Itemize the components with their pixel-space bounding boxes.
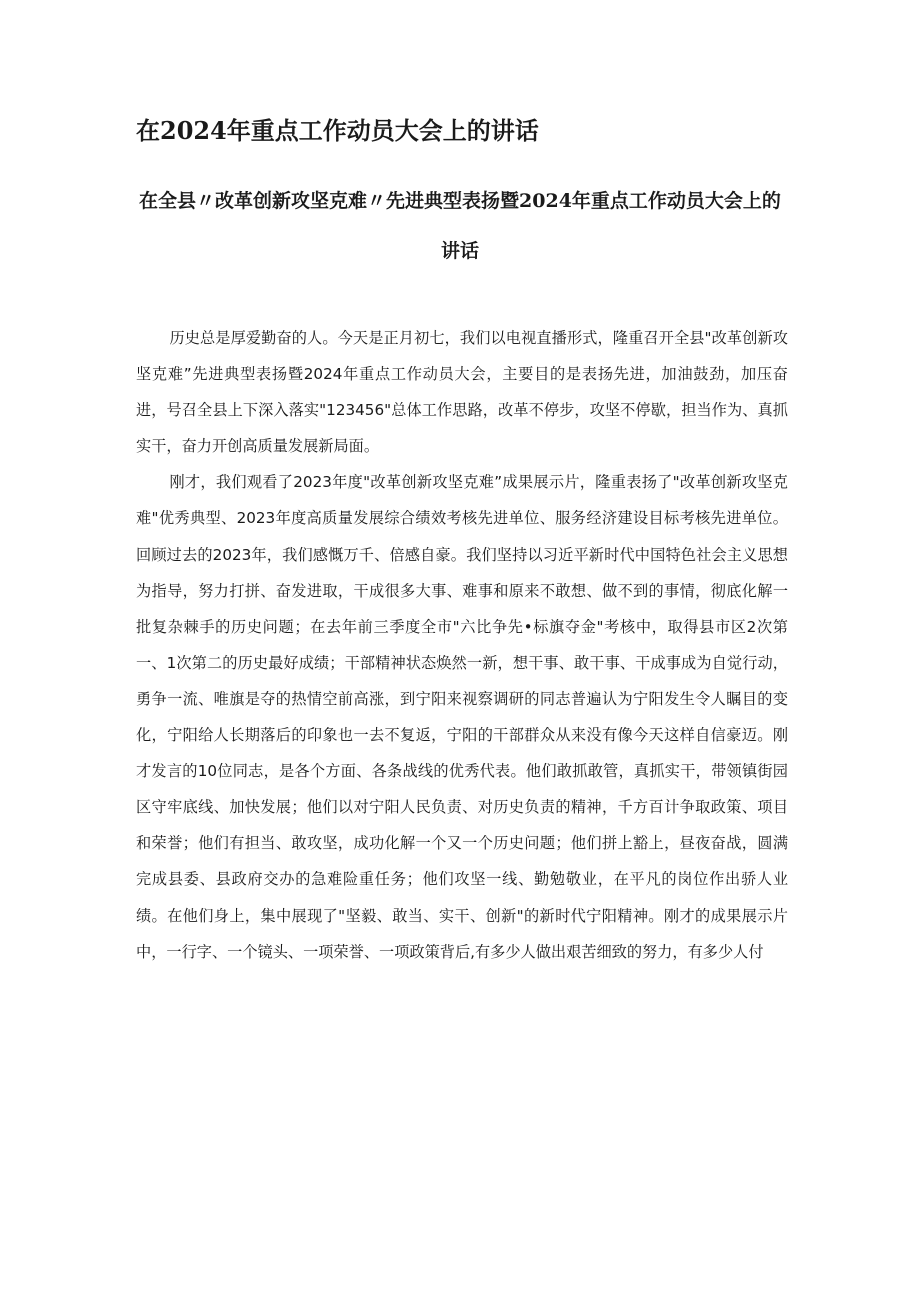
- document-title: 在2024年重点工作动员大会上的讲话: [136, 116, 539, 145]
- body-paragraph: 刚才，我们观看了2023年度"改革创新攻坚克难”成果展示片，隆重表扬了"改革创新攻坚克难"优秀典型、2023年度高质量发展综合绩效考核先进单位、服务经济建设目标考核先进单位。回顾过去的2023年，我们感慨万千、倍感自豪。我们坚持以习近平新时代中国特色社会主义思想为指导，努力打拼、奋发进取，干成很多大事、难事和原来不敢想、做不到的事情，彻底化解一批复杂棘手的历史问题；在去年前三季度全市"六比争先•标旗夺金"考核中，取得县市区2次第一、1次第二的历史最好成绩；干部精神状态焕然一新，想干事、敢干事、干成事成为自觉行动，勇争一流、唯旗是夺的热情空前高涨，到宁阳来视察调研的同志普遍认为宁阳发生令人瞩目的变化，宁阳给人长期落后的印象也一去不复返，宁阳的干部群众从来没有像今天这样自信豪迈。刚才发言的10位同志，是各个方面、各条战线的优秀代表。他们敢抓敢管，真抓实干，带领镇街园区守牢底线、加快发展；他们以对宁阳人民负责、对历史负责的精神，千方百计争取政策、项目和荣誉；他们有担当、敢攻坚，成功化解一个又一个历史问题；他们拼上豁上，昼夜奋战，圆满完成县委、县政府交办的急难险重任务；他们攻坚一线、勤勉敬业，在平凡的岗位作出骄人业绩。在他们身上，集中展现了"坚毅、敢当、实干、创新"的新时代宁阳精神。刚才的成果展示片中，一行字、一个镜头、一项荣誉、一项政策背后,有多少人做出艰苦细致的努力，有多少人付: [136, 473, 788, 961]
- body-paragraph: 历史总是厚爱勤奋的人。今天是正月初七，我们以电视直播形式，隆重召开全县"改革创新攻坚克难”先进典型表扬暨2024年重点工作动员大会，主要目的是表扬先进，加油鼓劲，加压奋进，号召全县上下深入落实"123456"总体工作思路，改革不停步，攻坚不停歇，担当作为、真抓实干，奋力开创高质量发展新局面。: [136, 329, 788, 456]
- document-body: [136, 320, 788, 970]
- document-subtitle: 在全县〃改革创新攻坚克难〃先进典型表扬暨2024年重点工作动员大会上的讲话: [139, 190, 781, 262]
